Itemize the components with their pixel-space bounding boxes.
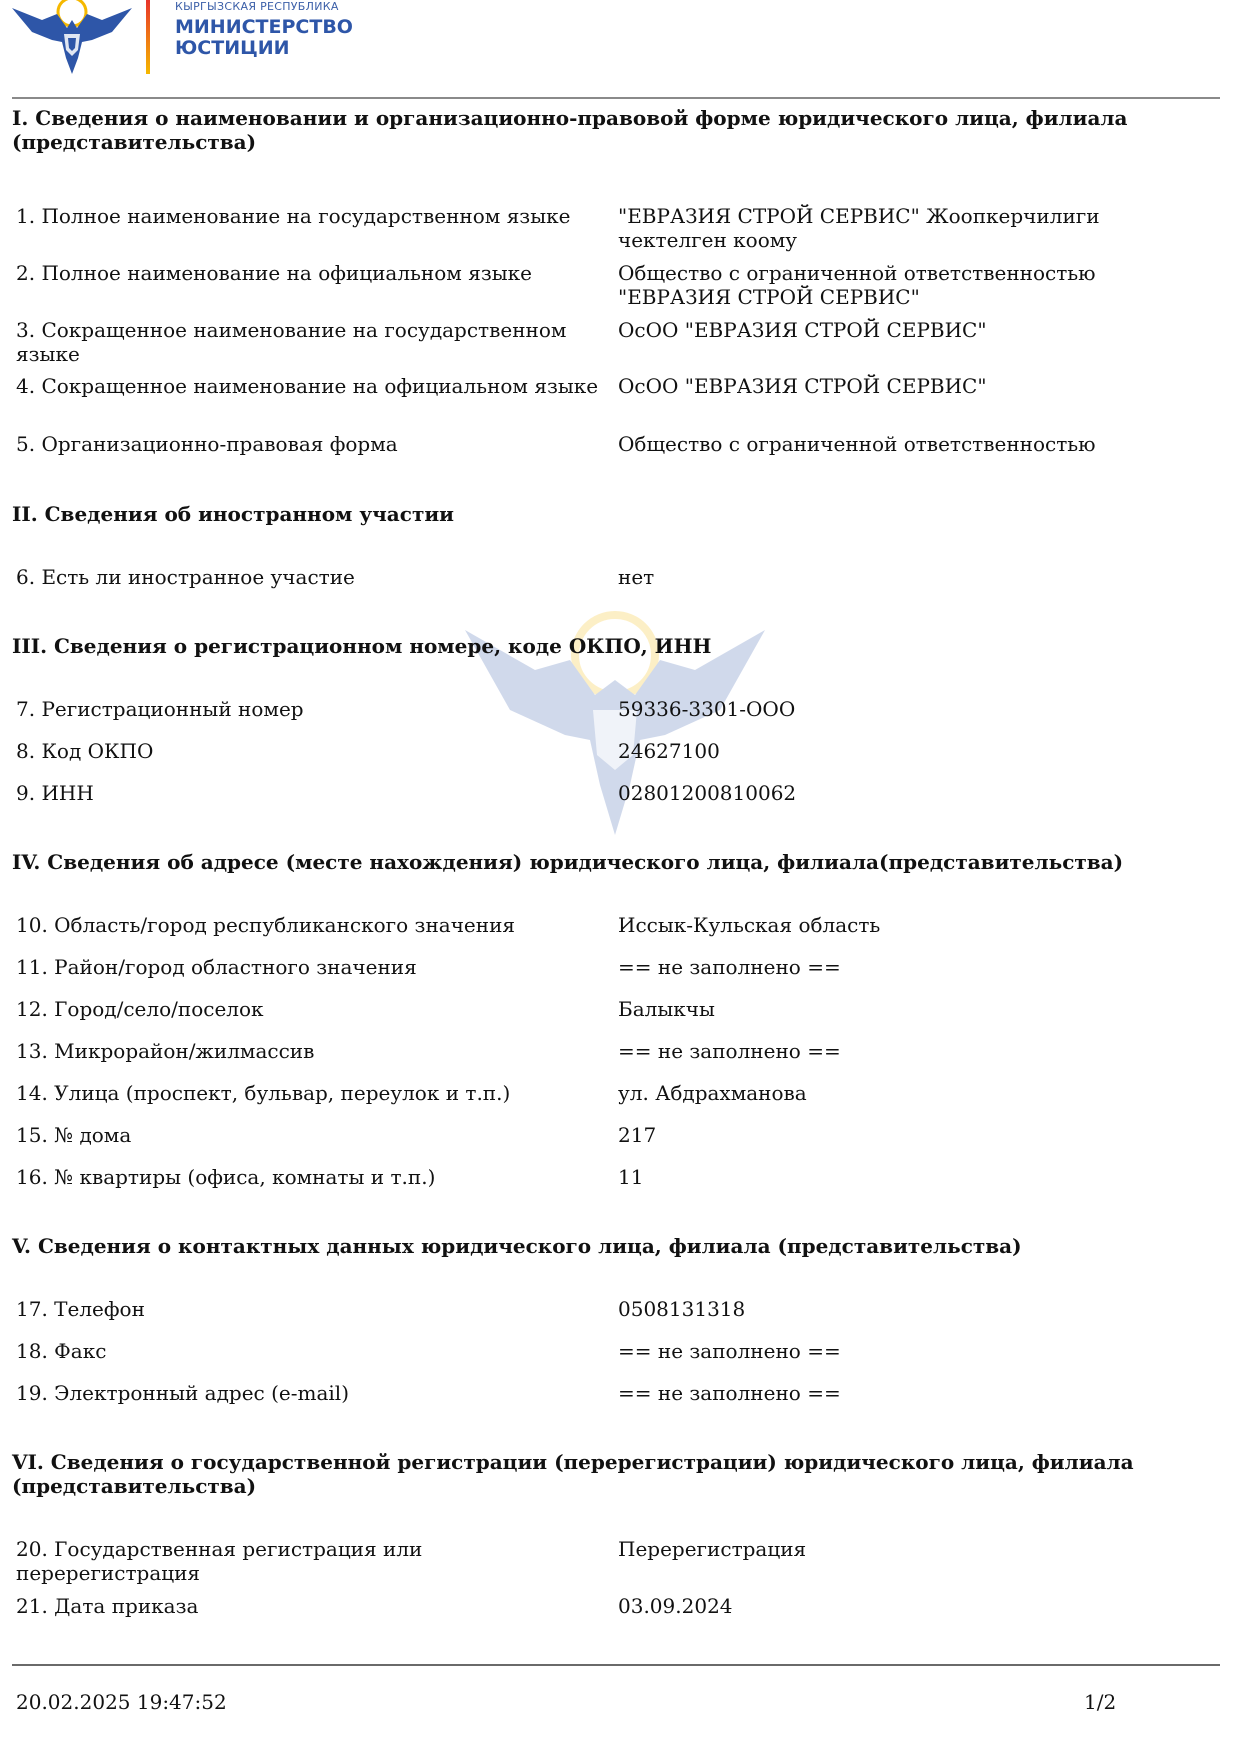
row-label: 4. Сокращенное наименование на официальном языке xyxy=(16,374,599,398)
section-6-title: VI. Сведения о государственной регистрации (перерегистрации) юридического лица, филиала (представительства) xyxy=(12,1450,1134,1498)
section-2-title: II. Сведения об иностранном участии xyxy=(12,502,455,526)
row-label: 8. Код ОКПО xyxy=(16,739,154,763)
row-label: 14. Улица (проспект, бульвар, переулок и т.п.) xyxy=(16,1081,511,1105)
row-value: 02801200810062 xyxy=(618,781,797,805)
row-label: 21. Дата приказа xyxy=(16,1594,199,1618)
row-value: == не заполнено == xyxy=(618,1039,841,1063)
row-value: 59336-3301-ООО xyxy=(618,697,796,721)
section-5-title: V. Сведения о контактных данных юридического лица, филиала (представительства) xyxy=(12,1234,1022,1258)
eagle-emblem-icon xyxy=(12,0,132,80)
row-value: нет xyxy=(618,565,655,589)
section-1-title: I. Сведения о наименовании и организационно-правовой форме юридического лица, филиала (представительства) xyxy=(12,106,1128,154)
country-name: КЫРГЫЗСКАЯ РЕСПУБЛИКА xyxy=(175,0,339,13)
row-value: Общество с ограниченной ответственностью xyxy=(618,432,1096,456)
row-value: Балыкчы xyxy=(618,997,715,1021)
row-value: Перерегистрация xyxy=(618,1537,807,1561)
row-value: == не заполнено == xyxy=(618,1339,841,1363)
brand-accent-bar xyxy=(146,0,150,74)
row-label: 1. Полное наименование на государственном языке xyxy=(16,204,571,228)
row-value: Общество с ограниченной ответственностью "ЕВРАЗИЯ СТРОЙ СЕРВИС" xyxy=(618,261,1096,309)
row-label: 19. Электронный адрес (e-mail) xyxy=(16,1381,349,1405)
row-label: 17. Телефон xyxy=(16,1297,145,1321)
print-timestamp: 20.02.2025 19:47:52 xyxy=(16,1690,227,1714)
row-value: 0508131318 xyxy=(618,1297,746,1321)
footer-divider xyxy=(12,1664,1220,1666)
row-value: 11 xyxy=(618,1165,644,1189)
row-value: 217 xyxy=(618,1123,657,1147)
row-value: 24627100 xyxy=(618,739,720,763)
row-label: 18. Факс xyxy=(16,1339,107,1363)
ministry-logo xyxy=(12,0,353,80)
row-label: 6. Есть ли иностранное участие xyxy=(16,565,355,589)
section-3-title: III. Сведения о регистрационном номере, коде ОКПО, ИНН xyxy=(12,634,712,658)
page-number: 1/2 xyxy=(1084,1690,1117,1714)
ministry-name-line2: ЮСТИЦИИ xyxy=(175,37,290,59)
row-value: Иссык-Кульская область xyxy=(618,913,881,937)
row-label: 11. Район/город областного значения xyxy=(16,955,417,979)
row-value: "ЕВРАЗИЯ СТРОЙ СЕРВИС" Жоопкерчилиги чектелген коому xyxy=(618,204,1100,252)
row-value: ОсОО "ЕВРАЗИЯ СТРОЙ СЕРВИС" xyxy=(618,318,987,342)
row-value: == не заполнено == xyxy=(618,955,841,979)
row-label: 12. Город/село/поселок xyxy=(16,997,264,1021)
row-label: 20. Государственная регистрация или перерегистрация xyxy=(16,1537,423,1585)
row-label: 15. № дома xyxy=(16,1123,132,1147)
row-value: ОсОО "ЕВРАЗИЯ СТРОЙ СЕРВИС" xyxy=(618,374,987,398)
row-value: ул. Абдрахманова xyxy=(618,1081,807,1105)
section-4-title: IV. Сведения об адресе (месте нахождения) юридического лица, филиала(представительства) xyxy=(12,850,1124,874)
row-label: 13. Микрорайон/жилмассив xyxy=(16,1039,315,1063)
row-label: 3. Сокращенное наименование на государственном языке xyxy=(16,318,567,366)
row-label: 7. Регистрационный номер xyxy=(16,697,304,721)
header-divider xyxy=(12,97,1220,99)
row-label: 9. ИНН xyxy=(16,781,94,805)
ministry-name-line1: МИНИСТЕРСТВО xyxy=(175,16,353,38)
row-label: 10. Область/город республиканского значения xyxy=(16,913,516,937)
row-value: == не заполнено == xyxy=(618,1381,841,1405)
row-label: 16. № квартиры (офиса, комнаты и т.п.) xyxy=(16,1165,436,1189)
row-label: 2. Полное наименование на официальном языке xyxy=(16,261,532,285)
row-value: 03.09.2024 xyxy=(618,1594,733,1618)
row-label: 5. Организационно-правовая форма xyxy=(16,432,398,456)
